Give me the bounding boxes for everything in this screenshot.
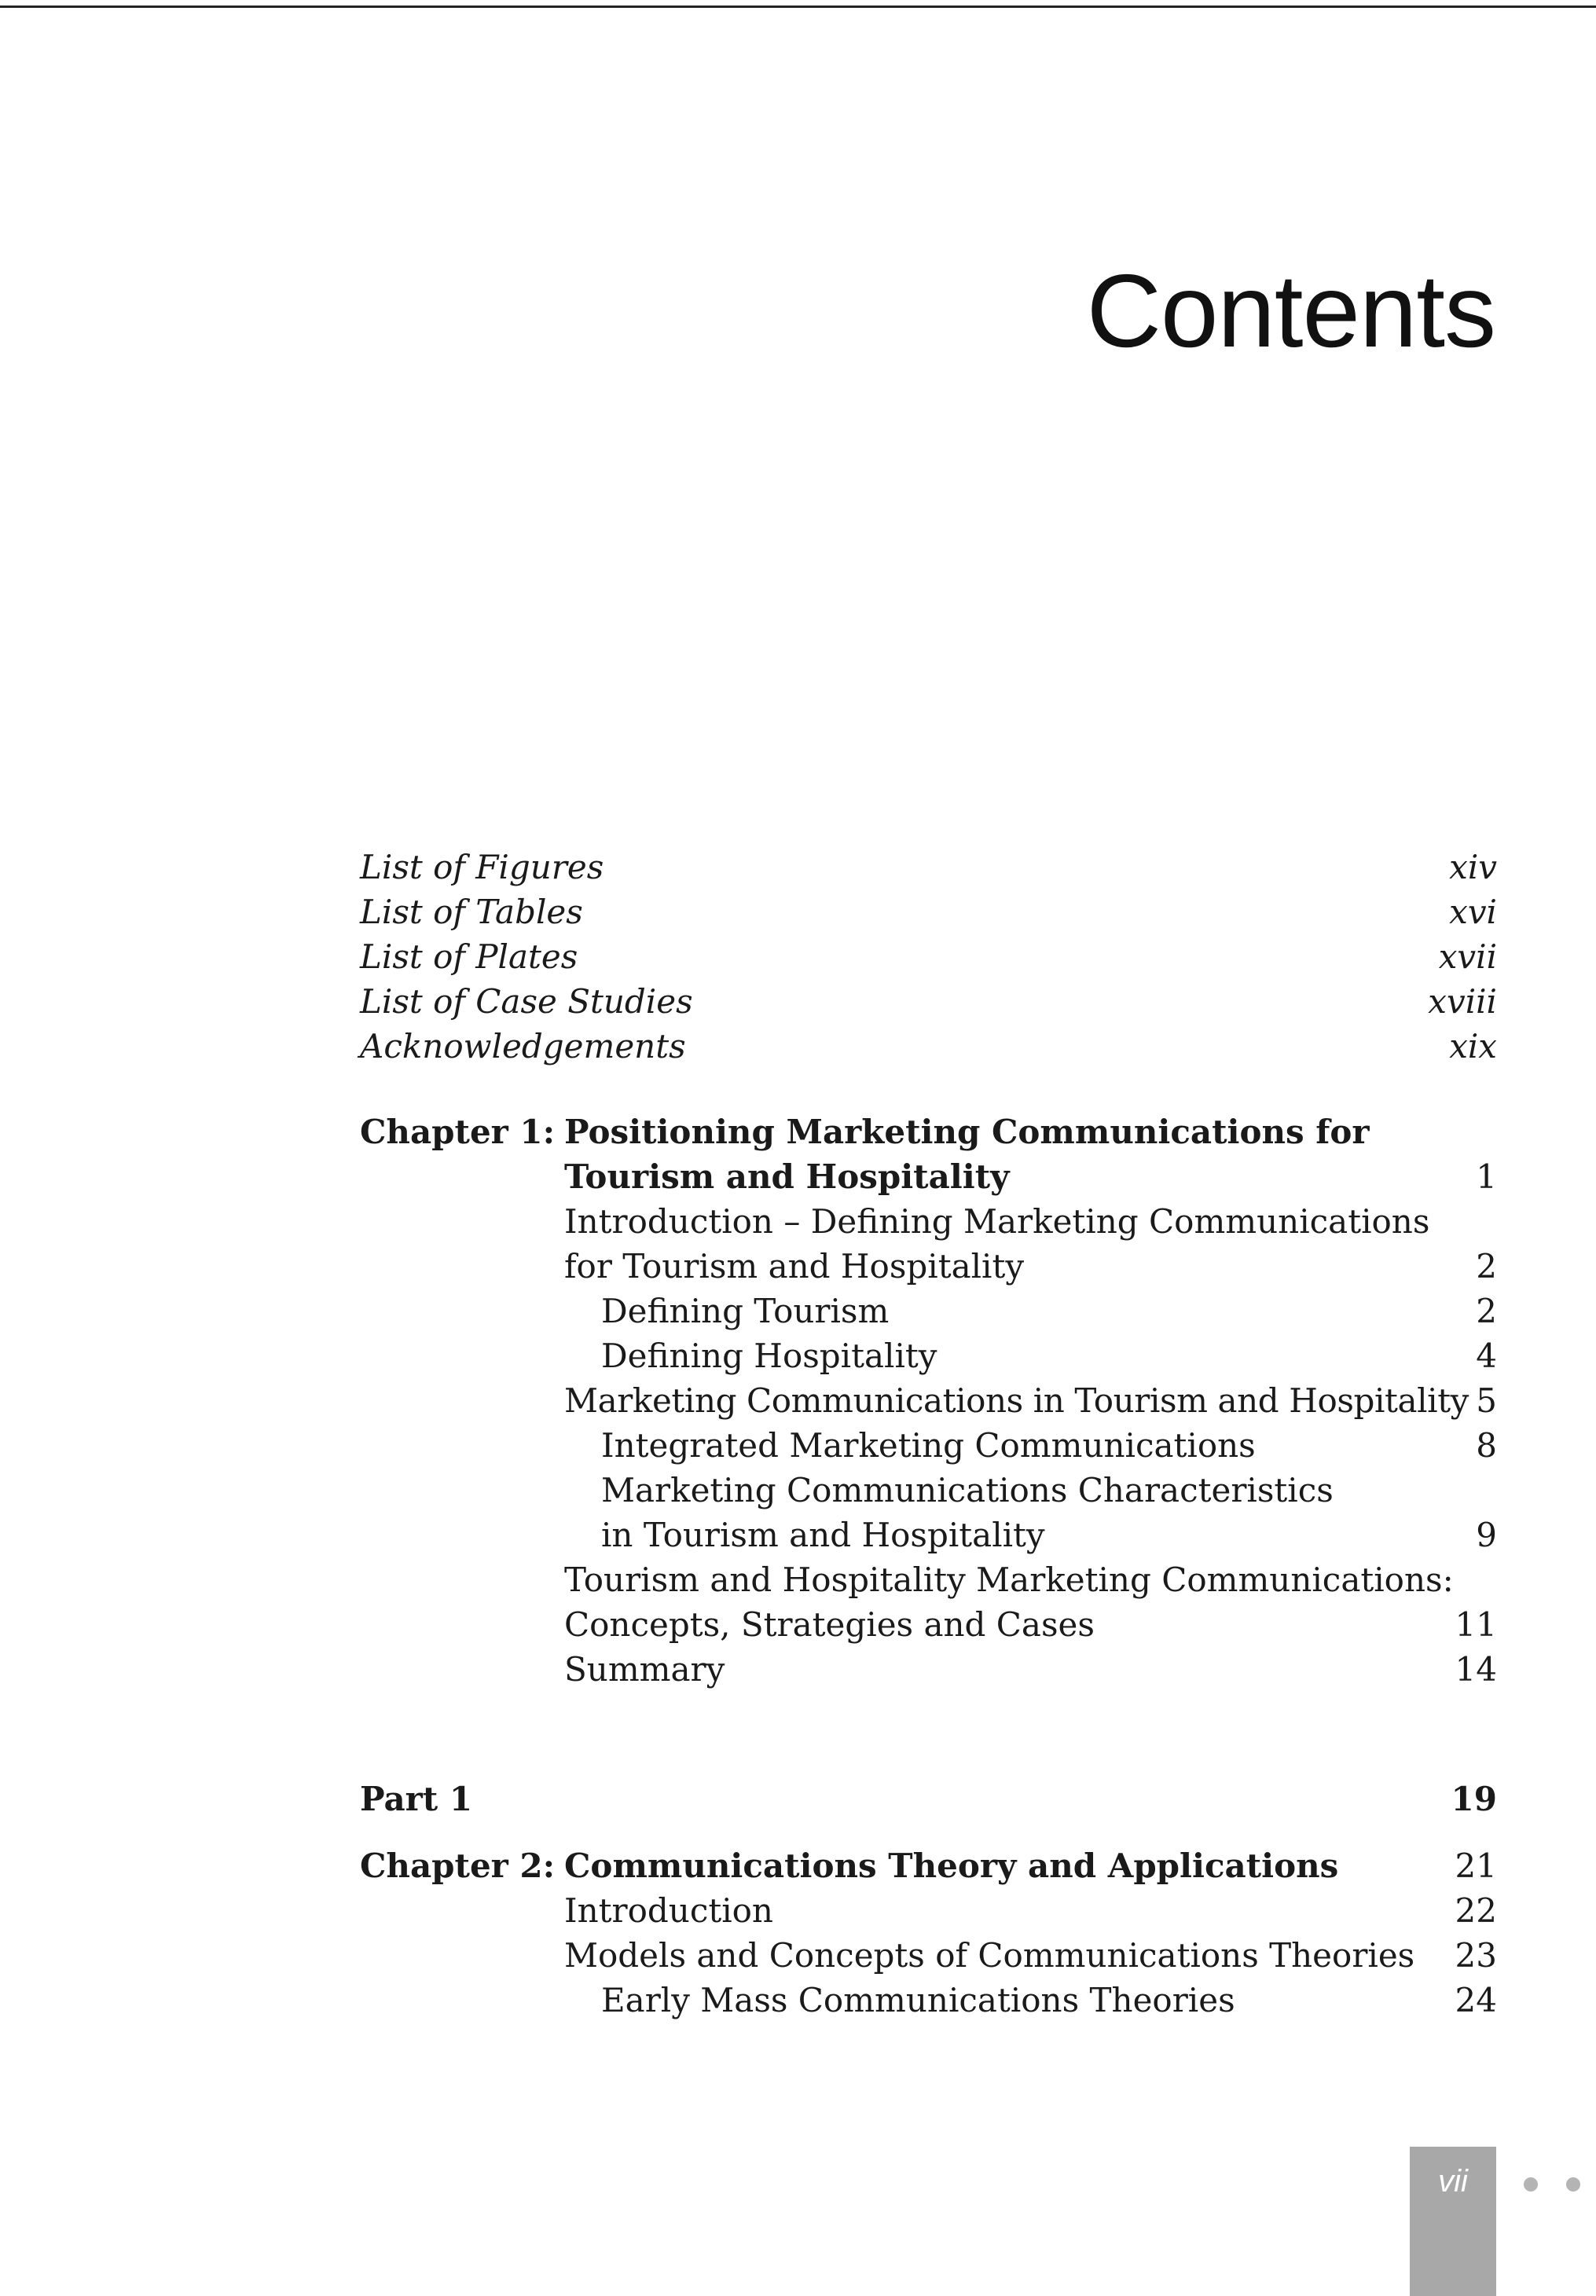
- toc-entry-page: 1: [1476, 1157, 1497, 1196]
- spacer: [360, 1821, 1497, 1843]
- part-1-heading: [360, 1777, 1497, 1821]
- toc-subentry: [360, 1468, 1497, 1513]
- toc-entry: [360, 1888, 1497, 1933]
- toc-entry-label: Early Mass Communications Theories: [601, 1981, 1235, 2019]
- toc-entry-page: 9: [1476, 1516, 1497, 1554]
- toc-entry-list-of-plates: [360, 934, 1497, 979]
- toc-entry-label: Marketing Communications in Tourism and Hospitality: [564, 1381, 1469, 1420]
- toc-entry-label: List of Figures: [360, 848, 604, 886]
- toc-subentry: [360, 1289, 1497, 1333]
- toc-entry: [360, 1378, 1497, 1423]
- toc-entry-page: xviii: [1428, 982, 1497, 1021]
- toc-entry: [360, 1557, 1497, 1602]
- chapter-1-heading-cont: [360, 1154, 1497, 1199]
- toc-entry-page: 8: [1476, 1426, 1497, 1465]
- toc-entry-page: 23: [1455, 1936, 1497, 1975]
- toc-entry-label: Concepts, Strategies and Cases: [564, 1605, 1095, 1644]
- chapter-1-heading: [360, 1109, 1497, 1154]
- toc-entry-page: xiv: [1449, 848, 1497, 886]
- toc-entry-label: Models and Concepts of Communications Theories: [564, 1936, 1415, 1975]
- toc-entry-page: 4: [1476, 1337, 1497, 1375]
- toc-entry-page: 5: [1476, 1381, 1497, 1420]
- toc-entry-label: Acknowledgements: [360, 1027, 686, 1065]
- toc-entry-label: for Tourism and Hospitality: [564, 1247, 1025, 1286]
- chapter-title: Positioning Marketing Communications for: [564, 1113, 1370, 1151]
- toc-entry-page: 21: [1455, 1847, 1497, 1885]
- toc-entry: [360, 1199, 1497, 1244]
- toc-entry-list-of-figures: [360, 845, 1497, 889]
- toc-subentry: [360, 1978, 1497, 2023]
- toc-entry-page: xvii: [1438, 937, 1497, 976]
- decorative-dot: [1566, 2177, 1580, 2191]
- toc-entry-page: 14: [1455, 1650, 1497, 1689]
- chapter-title: Tourism and Hospitality: [564, 1157, 1010, 1196]
- toc-entry-label: List of Case Studies: [360, 982, 693, 1021]
- toc-subentry: [360, 1423, 1497, 1468]
- toc-entry-page: xix: [1449, 1027, 1497, 1065]
- chapter-title: Communications Theory and Applications: [564, 1847, 1339, 1885]
- part-label: Part 1: [360, 1780, 473, 1818]
- toc-entry-label: Tourism and Hospitality Marketing Communications:: [564, 1561, 1454, 1599]
- toc-entry-page: 2: [1476, 1247, 1497, 1286]
- chapter-2-heading: [360, 1843, 1497, 1888]
- toc-entry-label: Introduction: [564, 1891, 773, 1930]
- toc-entry-page: 19: [1451, 1780, 1497, 1818]
- toc-subentry: [360, 1513, 1497, 1557]
- toc-entry-list-of-case-studies: [360, 979, 1497, 1024]
- toc-entry-label: Summary: [564, 1650, 725, 1689]
- toc-entry-page: 24: [1455, 1981, 1497, 2019]
- page-title: Contents: [1086, 253, 1495, 369]
- toc-entry-page: 22: [1455, 1891, 1497, 1930]
- toc-entry: [360, 1244, 1497, 1289]
- toc-entry-page: 11: [1455, 1605, 1497, 1644]
- toc-entry-label: in Tourism and Hospitality: [601, 1516, 1045, 1554]
- toc-entry: [360, 1647, 1497, 1692]
- toc-entry-page: xvi: [1449, 893, 1497, 931]
- table-of-contents: [360, 845, 1497, 2023]
- toc-entry-label: Defining Tourism: [601, 1292, 890, 1330]
- chapter-label: Chapter 1:: [360, 1113, 556, 1151]
- toc-entry: [360, 1933, 1497, 1978]
- toc-entry-list-of-tables: [360, 889, 1497, 934]
- toc-subentry: [360, 1333, 1497, 1378]
- toc-entry-label: List of Tables: [360, 893, 583, 931]
- top-rule: [0, 6, 1596, 8]
- spacer: [360, 1692, 1497, 1777]
- chapter-label: Chapter 2:: [360, 1847, 556, 1885]
- toc-entry-acknowledgements: [360, 1024, 1497, 1069]
- toc-entry-page: 2: [1476, 1292, 1497, 1330]
- toc-entry-label: Introduction – Defining Marketing Communications: [564, 1202, 1430, 1241]
- toc-entry-label: Integrated Marketing Communications: [601, 1426, 1256, 1465]
- toc-entry: [360, 1602, 1497, 1647]
- toc-entry-label: Defining Hospitality: [601, 1337, 937, 1375]
- spacer: [360, 1069, 1497, 1109]
- page-number-tab: [1410, 2147, 1496, 2296]
- toc-entry-label: Marketing Communications Characteristics: [601, 1471, 1334, 1509]
- decorative-dot: [1524, 2177, 1538, 2191]
- toc-entry-label: List of Plates: [360, 937, 578, 976]
- page-number: vii: [1438, 2164, 1468, 2199]
